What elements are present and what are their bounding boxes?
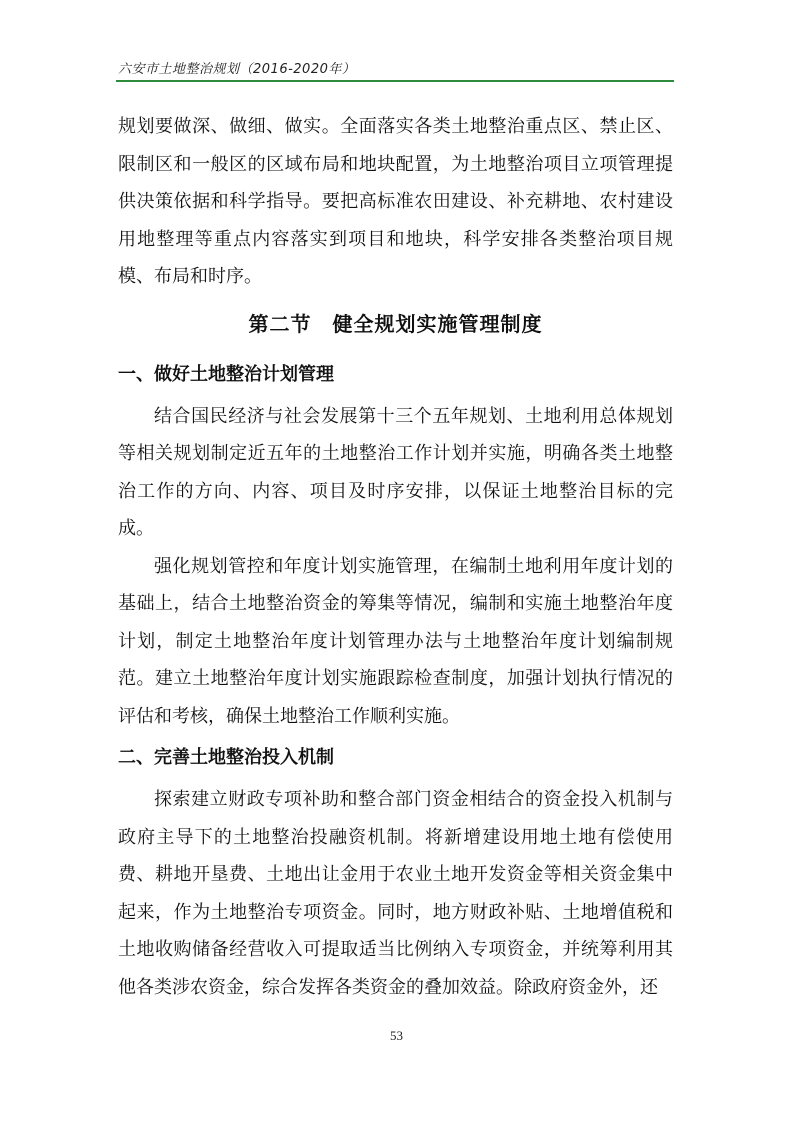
running-header: 六安市土地整治规划（2016-2020年） [118, 62, 356, 77]
body-paragraph: 强化规划管控和年度计划实施管理，在编制土地利用年度计划的基础上，结合土地整治资金的筹集等情况，编制和实施土地整治年度计划，制定土地整治年度计划管理办法与土地整治年度计划编制规范。建立土地整治年度计划实施跟踪检查制度，加强计划执行情况的评估和考核，确保土地整治工作顺利实施。 [118, 555, 673, 727]
page-number: 53 [390, 1028, 403, 1043]
body-paragraph: 结合国民经济与社会发展第十三个五年规划、土地利用总体规划等相关规划制定近五年的土地整治工作计划并实施，明确各类土地整治工作的方向、内容、项目及时序安排，以保证土地整治目标的完成。 [118, 405, 673, 539]
section-title: 第二节 健全规划实施管理制度 [248, 311, 543, 336]
page-body [118, 108, 673, 1006]
intro-paragraph: 规划要做深、做细、做实。全面落实各类土地整治重点区、禁止区、限制区和一般区的区域布局和地块配置，为土地整治项目立项管理提供决策依据和科学指导。要把高标准农田建设、补充耕地、农村建设用地整理等重点内容落实到项目和地块，科学安排各类整治项目规模、布局和时序。 [118, 116, 673, 287]
body-paragraph: 探索建立财政专项补助和整合部门资金相结合的资金投入机制与政府主导下的土地整治投融资机制。将新增建设用地土地有偿使用费、耕地开垦费、土地出让金用于农业土地开发资金等相关资金集中起来，作为土地整治专项资金。同时，地方财政补贴、土地增值税和土地收购储备经营收入可提取适当比例纳入专项资金，并统筹利用其他各类涉农资金，综合发挥各类资金的叠加效益。除政府资金外，还 [118, 789, 673, 998]
subsection-heading-investment: 二、完善土地整治投入机制 [118, 747, 334, 768]
subsection-heading-planning: 一、做好土地整治计划管理 [118, 363, 334, 385]
header-divider [116, 80, 674, 82]
